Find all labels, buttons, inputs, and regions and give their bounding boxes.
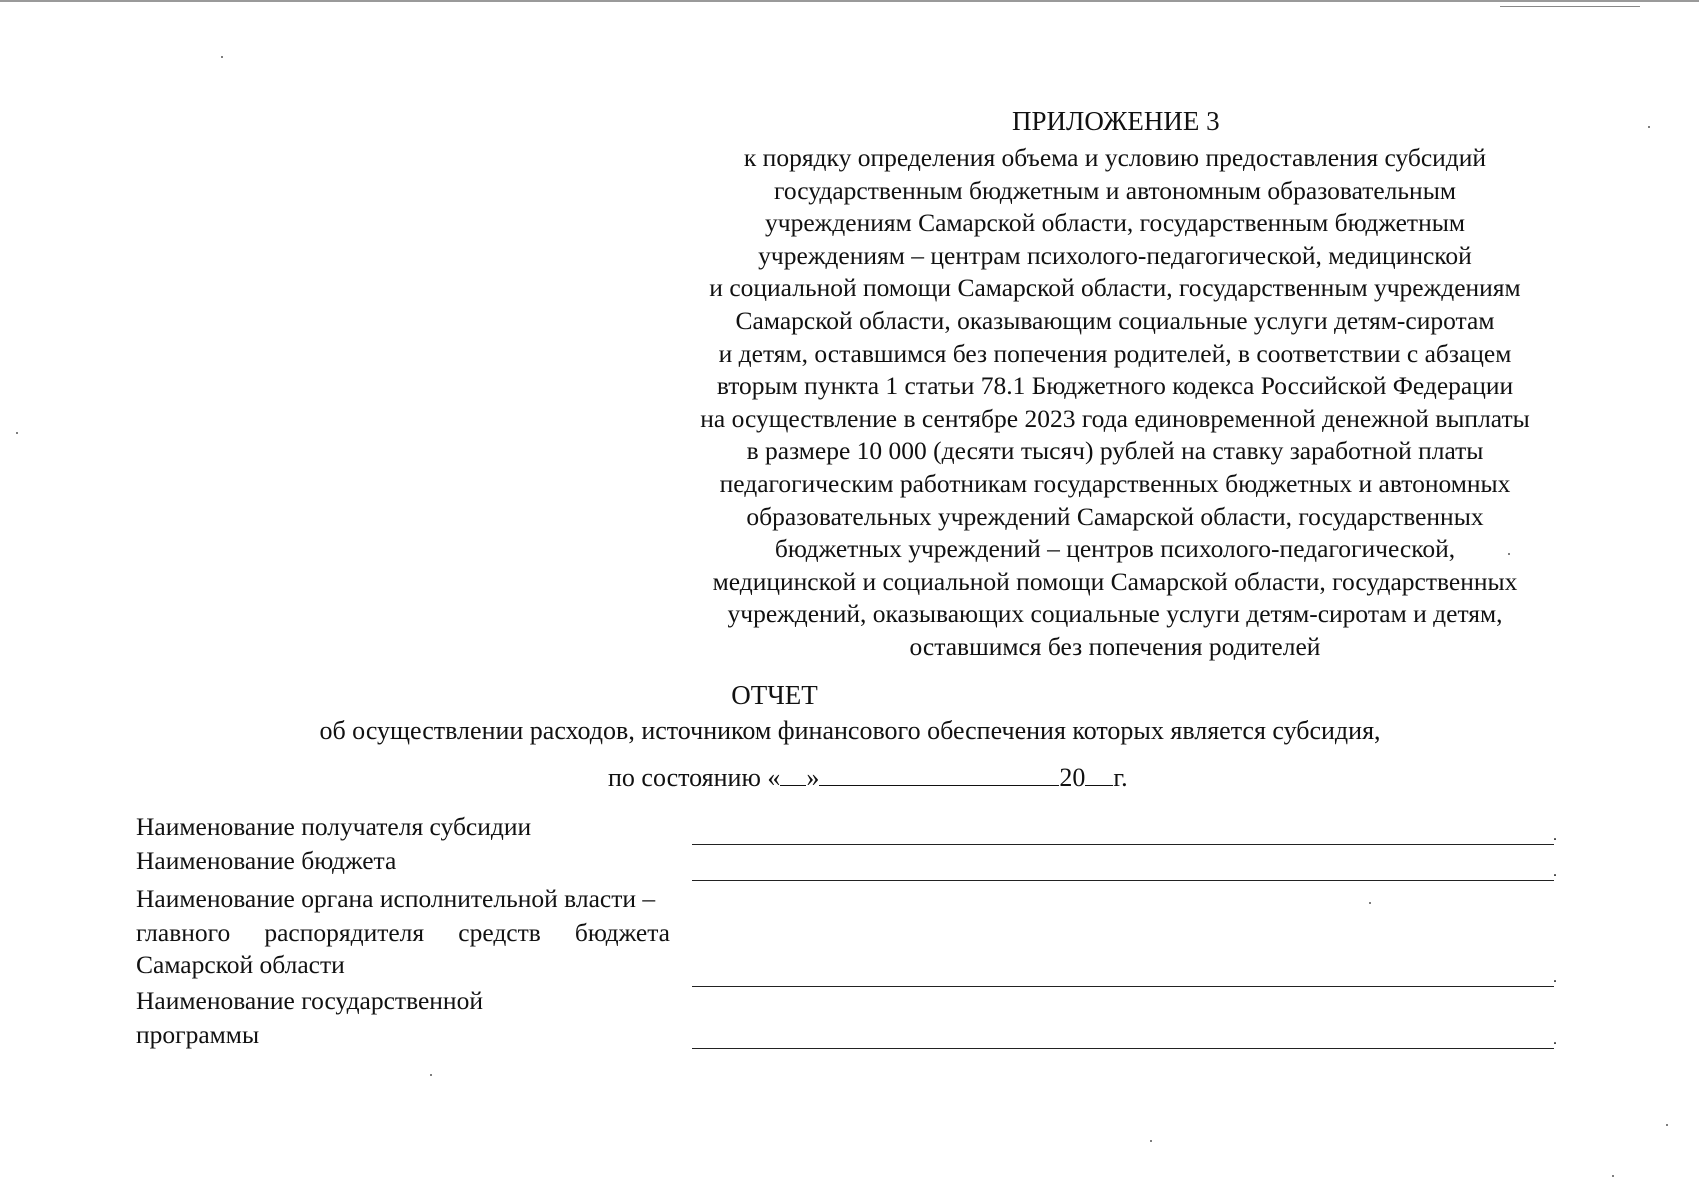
budget-label: Наименование бюджета <box>136 846 397 875</box>
program-label-line1: Наименование государственной <box>136 986 483 1015</box>
authority-label-line2: главного распорядителя средств бюджета <box>136 918 670 947</box>
appendix-line: педагогическим работникам государственных бюджетных и автономных <box>719 468 1511 498</box>
appendix-text <box>660 142 1570 664</box>
appendix-line: учреждениям Самарской области, государственным бюджетным <box>765 208 1465 238</box>
appendix-line: учреждений, оказывающих социальные услуги детям-сиротам и детям, <box>727 599 1503 629</box>
scan-speck <box>221 56 223 58</box>
scan-edge <box>0 0 1699 2</box>
date-year-prefix: 20 <box>1059 763 1086 792</box>
date-year-blank[interactable] <box>1085 761 1113 786</box>
appendix-line: оставшимся без попечения родителей <box>909 631 1321 661</box>
authority-label-line3: Самарской области <box>136 950 345 979</box>
authority-line-terminator: . <box>1553 969 1557 986</box>
appendix-line: медицинской и социальной помощи Самарской области, государственных <box>712 566 1518 596</box>
scan-speck <box>1666 1124 1668 1126</box>
authority-field-line[interactable] <box>692 986 1554 987</box>
report-subtitle: об осуществлении расходов, источником финансового обеспечения которых является субсидия, <box>319 716 1381 745</box>
scan-speck <box>1150 1140 1152 1142</box>
program-field-line[interactable] <box>692 1048 1554 1049</box>
date-mid: » <box>806 763 820 792</box>
recipient-label: Наименование получателя субсидии <box>136 812 532 841</box>
appendix-title: ПРИЛОЖЕНИЕ 3 <box>1012 106 1220 136</box>
appendix-line: учреждениям – центрам психолого-педагогической, медицинской <box>758 240 1472 270</box>
report-title: ОТЧЕТ <box>731 680 818 710</box>
program-line-terminator: . <box>1553 1031 1557 1048</box>
appendix-line: к порядку определения объема и условию предоставления субсидий <box>743 143 1487 172</box>
scan-speck <box>430 1074 432 1076</box>
recipient-field-line[interactable] <box>692 844 1554 845</box>
scan-speck <box>1648 126 1650 128</box>
scan-speck <box>1612 1175 1614 1177</box>
appendix-line: Самарской области, оказывающим социальные услуги детям-сиротам <box>735 305 1495 335</box>
budget-line-terminator: . <box>1553 863 1557 880</box>
scan-speck <box>16 432 18 434</box>
appendix-line: в размере 10 000 (десяти тысяч) рублей на ставку заработной платы <box>746 436 1484 466</box>
appendix-line: государственным бюджетным и автономным образовательным <box>774 175 1456 205</box>
scan-speck <box>1369 902 1371 904</box>
authority-label-line1: Наименование органа исполнительной власти – <box>136 884 656 913</box>
appendix-line: вторым пункта 1 статьи 78.1 Бюджетного кодекса Российской Федерации <box>716 371 1514 401</box>
report-date-line <box>608 761 1128 793</box>
program-label-line2: программы <box>136 1020 260 1049</box>
budget-field-line[interactable] <box>692 880 1554 881</box>
recipient-line-terminator: . <box>1553 827 1557 844</box>
date-suffix: г. <box>1113 763 1128 792</box>
date-day-blank[interactable] <box>780 761 806 786</box>
date-month-blank[interactable] <box>819 761 1059 786</box>
appendix-line: и детям, оставшимся без попечения родителей, в соответствии с абзацем <box>718 338 1512 368</box>
scan-edge-mark <box>1500 6 1640 7</box>
date-prefix: по состоянию « <box>608 763 781 792</box>
appendix-line: бюджетных учреждений – центров психолого-педагогической, <box>774 534 1456 564</box>
appendix-line: и социальной помощи Самарской области, государственным учреждениям <box>709 273 1521 303</box>
appendix-line: на осуществление в сентябре 2023 года единовременной денежной выплаты <box>700 403 1530 433</box>
appendix-line: образовательных учреждений Самарской области, государственных <box>746 501 1484 531</box>
